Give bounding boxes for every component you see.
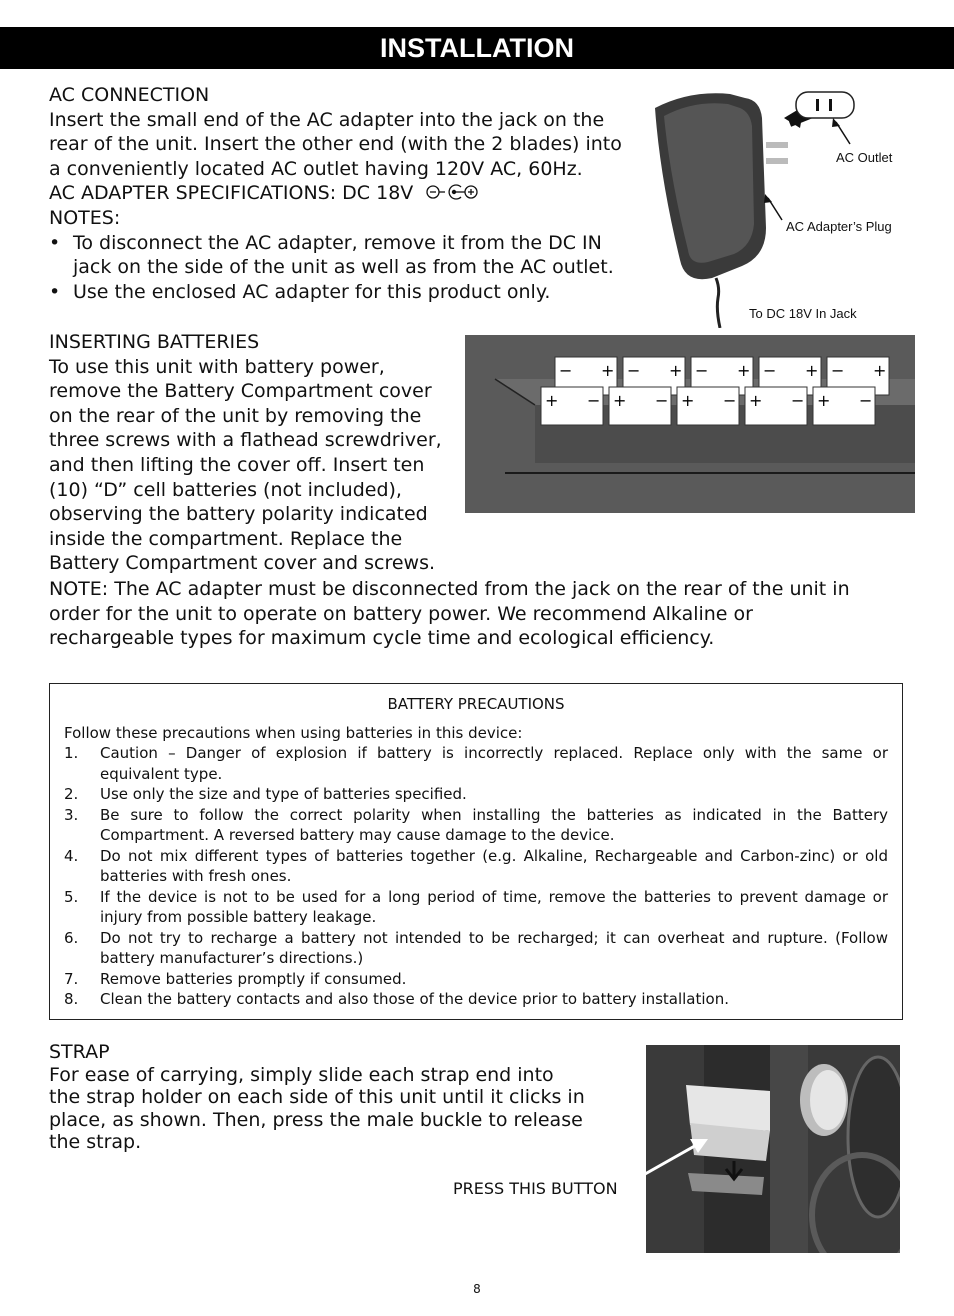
battery-polarity-sign: + (681, 391, 695, 410)
dc-polarity-icon (425, 184, 481, 200)
battery-polarity-sign: + (873, 361, 887, 380)
ac-adapter-plug-label: AC Adapter’s Plug (786, 219, 892, 234)
batteries-note (49, 577, 879, 651)
precaution-number: 6. (64, 928, 79, 947)
battery-polarity-sign: + (749, 391, 763, 410)
battery-cell-bottom (813, 387, 875, 425)
ac-spec-label: AC ADAPTER SPECIFICATIONS: (49, 182, 337, 205)
ac-connection-paragraph: Insert the small end of the AC adapter into the jack on the rear of the unit. Insert the other end (with the 2 blades) into a conveniently located AC outlet having 120V AC, 60Hz. (49, 108, 622, 180)
battery-polarity-sign: − (587, 391, 601, 410)
battery-cell-bottom (609, 387, 671, 425)
precaution-item (64, 989, 888, 1010)
batteries-paragraph: To use this unit with battery power, remove the Battery Compartment cover on the rear of the unit by removing the three screws with a flathead screwdriver, and then lifting the cover off. Insert ten (10) “D” cell batteries (not included), observing the battery polarity indicated inside the compartment. Replace the Battery Compartment cover and screws. (49, 355, 442, 575)
precaution-text: Caution – Danger of explosion if battery is incorrectly replaced. Replace only with the same or equivalent type. (100, 744, 888, 783)
battery-polarity-sign: − (831, 361, 845, 380)
battery-polarity-sign: + (545, 391, 559, 410)
precautions-title: BATTERY PRECAUTIONS (387, 695, 565, 713)
ac-adapter-illustration (655, 92, 854, 328)
precaution-text: Clean the battery contacts and also those of the device prior to battery installation. (100, 990, 729, 1008)
precaution-number: 8. (64, 990, 79, 1008)
battery-polarity-sign: − (723, 391, 737, 410)
battery-polarity-sign: + (613, 391, 627, 410)
strap-heading: STRAP (49, 1041, 110, 1063)
precaution-number: 1. (64, 744, 79, 762)
ac-notes-label: NOTES: (49, 206, 121, 229)
batteries-note-label: NOTE: (49, 578, 109, 600)
battery-polarity-sign: + (737, 361, 751, 380)
strap-holder-figure (620, 1045, 900, 1253)
batteries-note-text: The AC adapter must be disconnected from the jack on the rear of the unit in order for the unit to operate on battery power. We recommend Alkaline or rechargeable types for maximum cycle time and ecological efficiency. (49, 578, 850, 650)
battery-cell-bottom (677, 387, 739, 425)
precaution-item (64, 784, 888, 805)
precaution-text: Remove batteries promptly if consumed. (100, 969, 407, 988)
ac-outlet-label: AC Outlet (836, 150, 893, 165)
precaution-number: 7. (64, 969, 79, 988)
precaution-item (64, 743, 888, 784)
precaution-item (64, 887, 888, 928)
page-number: 8 (473, 1282, 481, 1296)
precaution-number: 2. (64, 785, 79, 803)
batteries-section (49, 330, 459, 576)
battery-polarity-sign: + (669, 361, 683, 380)
ac-note-item: • Use the enclosed AC adapter for this product only. (49, 280, 639, 305)
dc-jack-label: To DC 18V In Jack (749, 306, 857, 321)
strap-section (49, 1041, 589, 1154)
battery-cell-bottom (745, 387, 807, 425)
precaution-item (64, 846, 888, 887)
battery-polarity-sign: + (601, 361, 615, 380)
page-title: INSTALLATION (0, 27, 954, 69)
precaution-item (64, 928, 888, 969)
battery-polarity-sign: − (791, 391, 805, 410)
battery-polarity-sign: − (763, 361, 777, 380)
precaution-text: Use only the size and type of batteries specified. (100, 785, 467, 803)
precaution-item (64, 805, 888, 846)
battery-polarity-sign: − (695, 361, 709, 380)
strap-paragraph: For ease of carrying, simply slide each strap end into the strap holder on each side of this unit until it clicks in place, as shown. Then, press the male buckle to release the strap. (49, 1063, 585, 1153)
battery-precautions-box (49, 683, 903, 1020)
precaution-text: If the device is not to be used for a long period of time, remove the batteries to prevent damage or injury from possible battery leakage. (100, 887, 888, 926)
battery-compartment-figure (465, 335, 915, 513)
battery-polarity-sign: + (805, 361, 819, 380)
battery-polarity-sign: − (627, 361, 641, 380)
batteries-heading: INSERTING BATTERIES (49, 331, 260, 353)
battery-polarity-sign: − (655, 391, 669, 410)
ac-note-item: • To disconnect the AC adapter, remove it from the DC IN jack on the side of the unit as well as from the AC outlet. (49, 231, 639, 280)
precaution-item (64, 969, 888, 990)
battery-polarity-sign: − (559, 361, 573, 380)
precaution-text: Do not mix different types of batteries together (e.g. Alkaline, Rechargeable and Carbon-zinc) or old batteries with fresh ones. (100, 846, 888, 885)
ac-connection-heading: AC CONNECTION (49, 84, 210, 106)
precaution-text: Be sure to follow the correct polarity when installing the batteries as indicated in the Battery Compartment. A reversed battery may cause damage to the device. (100, 805, 888, 844)
battery-polarity-sign: − (859, 391, 873, 410)
precautions-intro: Follow these precautions when using batteries in this device: (64, 724, 523, 742)
ac-spec-line (49, 181, 639, 206)
precaution-number: 3. (64, 805, 79, 824)
precaution-number: 5. (64, 887, 79, 906)
battery-polarity-sign: + (817, 391, 831, 410)
ac-spec-value: DC 18V (342, 182, 414, 205)
precautions-list (50, 743, 902, 1010)
battery-cell-bottom (541, 387, 603, 425)
ac-connection-section (49, 83, 639, 304)
precaution-text: Do not try to recharge a battery not intended to be recharged; it can overheat and rupture. (Follow battery manufacturer’s directions.) (100, 928, 888, 967)
ac-adapter-figure (650, 88, 910, 328)
press-button-label: PRESS THIS BUTTON (453, 1179, 618, 1198)
precaution-number: 4. (64, 846, 79, 865)
